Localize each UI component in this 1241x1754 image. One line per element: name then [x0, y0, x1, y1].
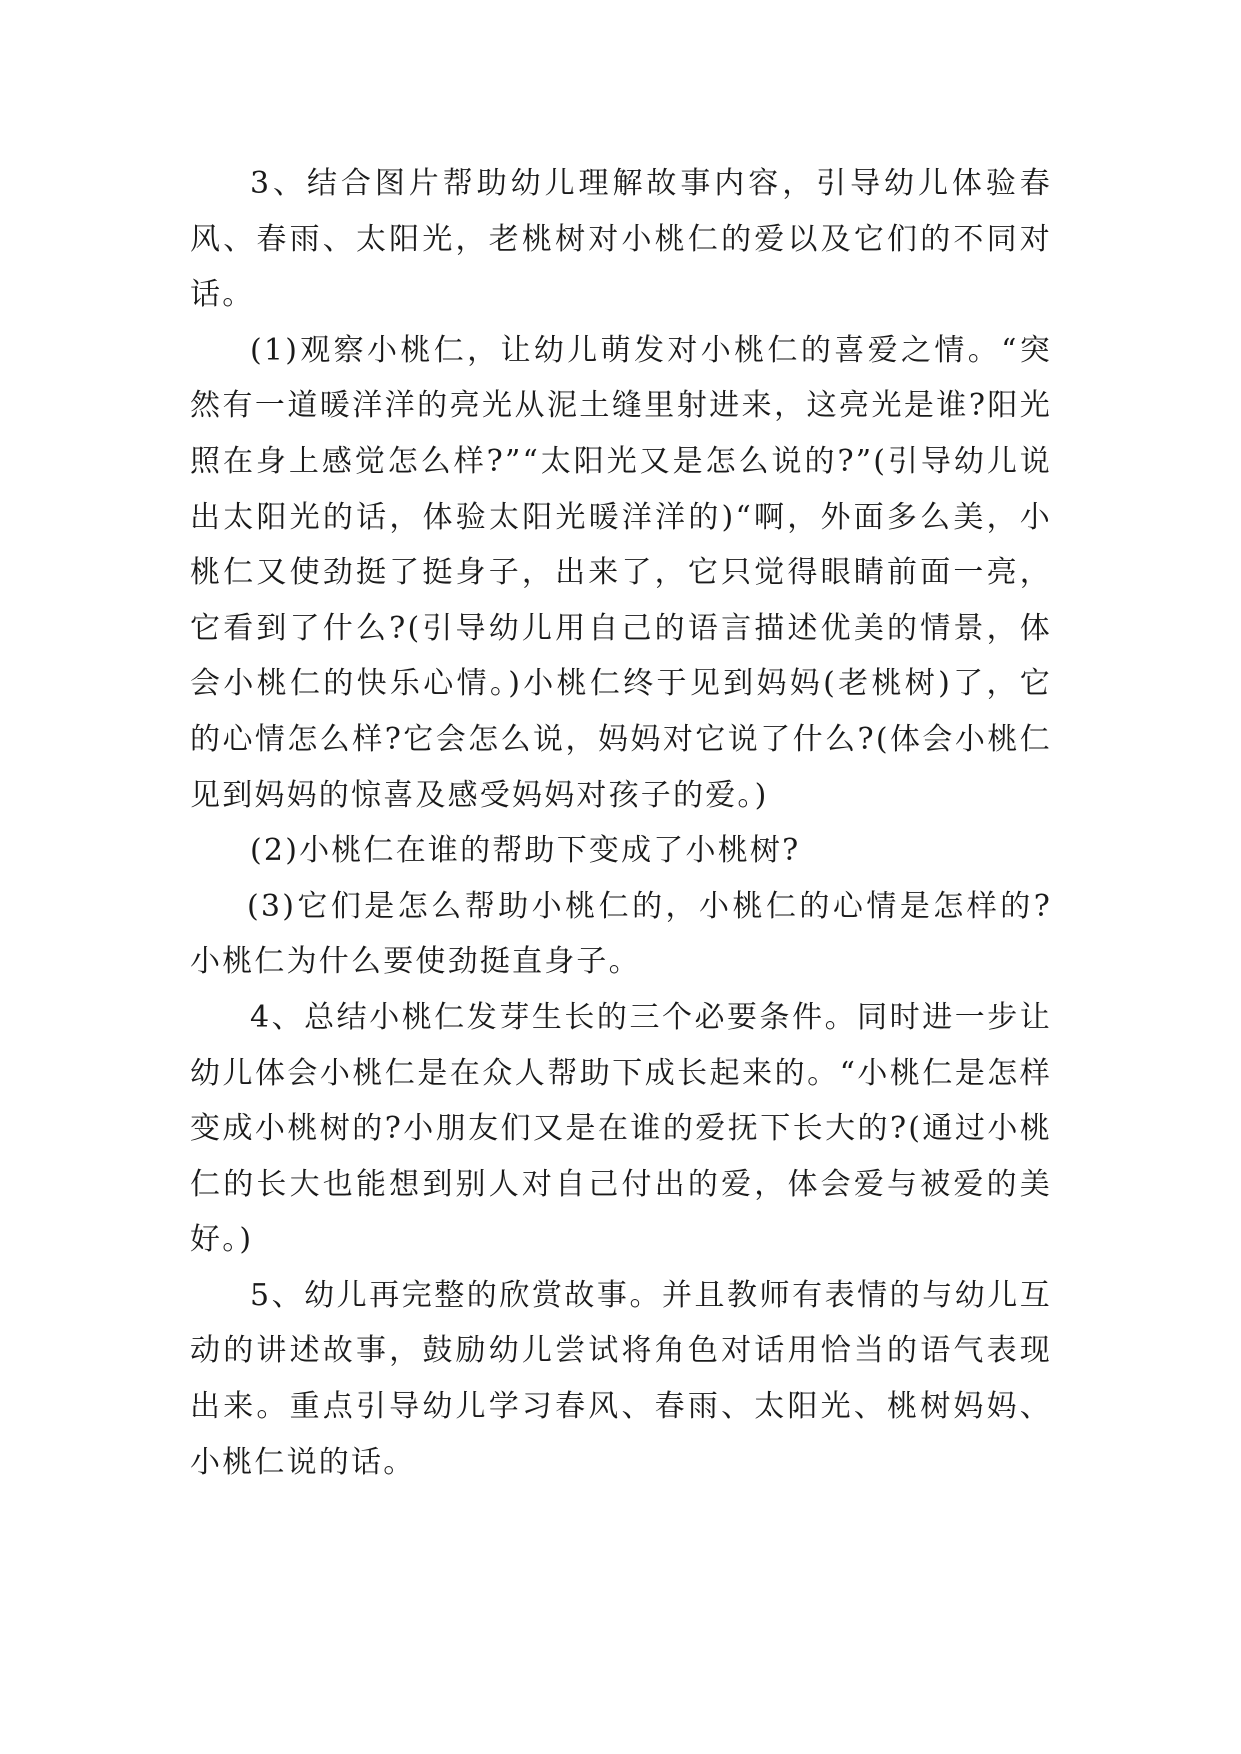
paragraph-substep-2: (2)小桃仁在谁的帮助下变成了小桃树?	[250, 833, 801, 869]
paragraph-step-3: 3、结合图片帮助幼儿理解故事内容，引导幼儿体验春风、春雨、太阳光，老桃树对小桃仁的爱以及它们的不同对话。	[190, 166, 1052, 313]
document-body	[190, 156, 1052, 1490]
paragraph-step-5: 5、幼儿再完整的欣赏故事。并且教师有表情的与幼儿互动的讲述故事，鼓励幼儿尝试将角色对话用恰当的语气表现出来。重点引导幼儿学习春风、春雨、太阳光、桃树妈妈、小桃仁说的话。	[190, 1277, 1052, 1480]
paragraph-substep-3: (3)它们是怎么帮助小桃仁的，小桃仁的心情是怎样的?小桃仁为什么要使劲挺直身子。	[190, 888, 1052, 980]
paragraph-substep-1: (1)观察小桃仁，让幼儿萌发对小桃仁的喜爱之情。“突然有一道暖洋洋的亮光从泥土缝里射进来，这亮光是谁?阳光照在身上感觉怎么样?”“太阳光又是怎么说的?”(引导幼儿说出太阳光的话，体验太阳光暖洋洋的)“啊，外面多么美，小桃仁又使劲挺了挺身子，出来了，它只觉得眼睛前面一亮，它看到了什么?(引导幼儿用自己的语言描述优美的情景，体会小桃仁的快乐心情。)小桃仁终于见到妈妈(老桃树)了，它的心情怎么样?它会怎么说，妈妈对它说了什么?(体会小桃仁见到妈妈的惊喜及感受妈妈对孩子的爱。)	[190, 332, 1052, 813]
paragraph-step-4: 4、总结小桃仁发芽生长的三个必要条件。同时进一步让幼儿体会小桃仁是在众人帮助下成长起来的。“小桃仁是怎样变成小桃树的?小朋友们又是在谁的爱抚下长大的?(通过小桃仁的长大也能想到别人对自己付出的爱，体会爱与被爱的美好。)	[190, 999, 1052, 1258]
